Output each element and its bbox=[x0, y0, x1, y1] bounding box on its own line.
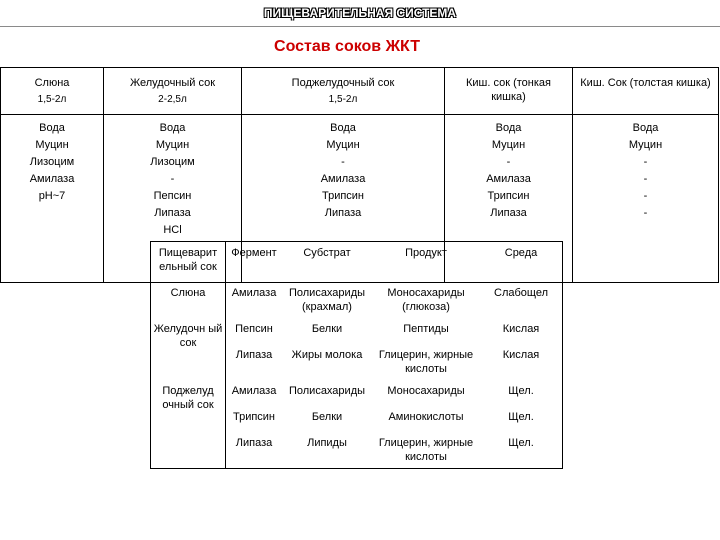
component: Лизоцим bbox=[29, 156, 75, 168]
juice-name: Желудочный сок bbox=[129, 77, 216, 89]
juice-name: Киш. сок (тонкая кишка) bbox=[466, 77, 551, 103]
cell-enzyme: Липаза bbox=[235, 437, 273, 449]
juice-volume: 2-2,5л bbox=[158, 94, 187, 105]
component: - bbox=[643, 190, 648, 202]
cell-substrate: Полисахариды (крахмал) bbox=[288, 287, 366, 313]
cell-medium: Кислая bbox=[502, 349, 540, 361]
component: HCl bbox=[163, 224, 182, 236]
cell-enzyme: Трипсин bbox=[232, 411, 276, 423]
table-row bbox=[151, 282, 563, 318]
juice-header-gastric bbox=[104, 68, 242, 115]
component: Вода bbox=[632, 122, 659, 134]
header-bar bbox=[0, 0, 720, 27]
component: Вода bbox=[159, 122, 186, 134]
components-saliva bbox=[1, 115, 104, 283]
juice-header-small-intestine bbox=[445, 68, 573, 115]
header-juice: Пищеварит ельный сок bbox=[151, 242, 226, 283]
cell-enzyme: Амилаза bbox=[231, 385, 277, 397]
component: - bbox=[643, 207, 648, 219]
cell-enzyme: Липаза bbox=[235, 349, 273, 361]
components-large-intestine bbox=[573, 115, 719, 283]
juice-header-pancreatic bbox=[242, 68, 445, 115]
cell-juice: Желудочн ый сок bbox=[151, 318, 226, 380]
component: Вода bbox=[330, 122, 356, 134]
component: Вода bbox=[495, 122, 522, 134]
cell-medium: Кислая bbox=[502, 323, 540, 335]
juice-name: Слюна bbox=[34, 77, 70, 89]
cell-substrate: Белки bbox=[311, 411, 343, 423]
header-substrate: Субстрат bbox=[303, 247, 351, 259]
component: Пепсин bbox=[153, 190, 192, 202]
header-enzyme: Фермент bbox=[231, 247, 277, 259]
juice-header-large-intestine bbox=[573, 68, 719, 115]
component: Муцин bbox=[491, 139, 526, 151]
component: Трипсин bbox=[321, 190, 365, 202]
component: Муцин bbox=[326, 139, 360, 151]
component: Липаза bbox=[154, 207, 191, 219]
component: Липаза bbox=[324, 207, 362, 219]
slide-subtitle: Состав соков ЖКТ bbox=[274, 38, 420, 55]
cell-substrate: Белки bbox=[311, 323, 343, 335]
component: - bbox=[170, 173, 175, 185]
cell-medium: Щел. bbox=[508, 411, 534, 423]
component: Муцин bbox=[35, 139, 69, 151]
table-row bbox=[151, 318, 563, 344]
cell-medium: Слабощел bbox=[494, 287, 548, 299]
component: - bbox=[643, 156, 648, 168]
juice-header-row bbox=[1, 68, 719, 115]
component: Амилаза bbox=[29, 173, 75, 185]
component: Вода bbox=[39, 122, 65, 134]
header-product: Продукт bbox=[405, 247, 447, 259]
component: Липаза bbox=[490, 207, 527, 219]
component: Трипсин bbox=[487, 190, 530, 202]
component: Лизоцим bbox=[150, 156, 195, 168]
table-row bbox=[151, 380, 563, 406]
cell-medium: Щел. bbox=[508, 385, 534, 397]
juice-name: Киш. Сок (толстая кишка) bbox=[580, 77, 711, 89]
juice-volume: 1,5-2л bbox=[328, 94, 358, 105]
juice-volume: 1,5-2л bbox=[37, 94, 67, 105]
cell-juice: Поджелуд очный сок bbox=[151, 380, 226, 469]
component: - bbox=[341, 156, 345, 168]
cell-product: Аминокислоты bbox=[388, 411, 464, 423]
component: Муцин bbox=[155, 139, 190, 151]
cell-medium: Щел. bbox=[508, 437, 534, 449]
cell-enzyme: Пепсин bbox=[235, 323, 273, 335]
cell-substrate: Липиды bbox=[307, 437, 347, 449]
cell-substrate: Полисахариды bbox=[288, 385, 366, 397]
component: Амилаза bbox=[320, 173, 366, 185]
digestion-table bbox=[150, 241, 563, 469]
component: Амилаза bbox=[486, 173, 531, 185]
juice-name: Поджелудочный сок bbox=[291, 77, 395, 89]
juice-header-saliva bbox=[1, 68, 104, 115]
cell-product: Глицерин, жирные кислоты bbox=[378, 349, 474, 375]
digestion-header-row bbox=[151, 242, 563, 283]
component: - bbox=[643, 173, 648, 185]
cell-enzyme: Амилаза bbox=[231, 287, 277, 299]
cell-substrate: Жиры молока bbox=[291, 349, 363, 361]
cell-product: Моносахариды (глюкоза) bbox=[387, 287, 465, 313]
cell-juice: Слюна bbox=[151, 282, 226, 318]
component: Муцин bbox=[628, 139, 663, 151]
cell-product: Моносахариды bbox=[387, 385, 465, 397]
cell-product: Пептиды bbox=[403, 323, 449, 335]
page-title: ПИЩЕВАРИТЕЛЬНАЯ СИСТЕМА bbox=[263, 6, 457, 20]
component: pH~7 bbox=[38, 190, 66, 202]
header-medium: Среда bbox=[504, 247, 538, 259]
component: - bbox=[506, 156, 511, 168]
cell-product: Глицерин, жирные кислоты bbox=[378, 437, 474, 463]
